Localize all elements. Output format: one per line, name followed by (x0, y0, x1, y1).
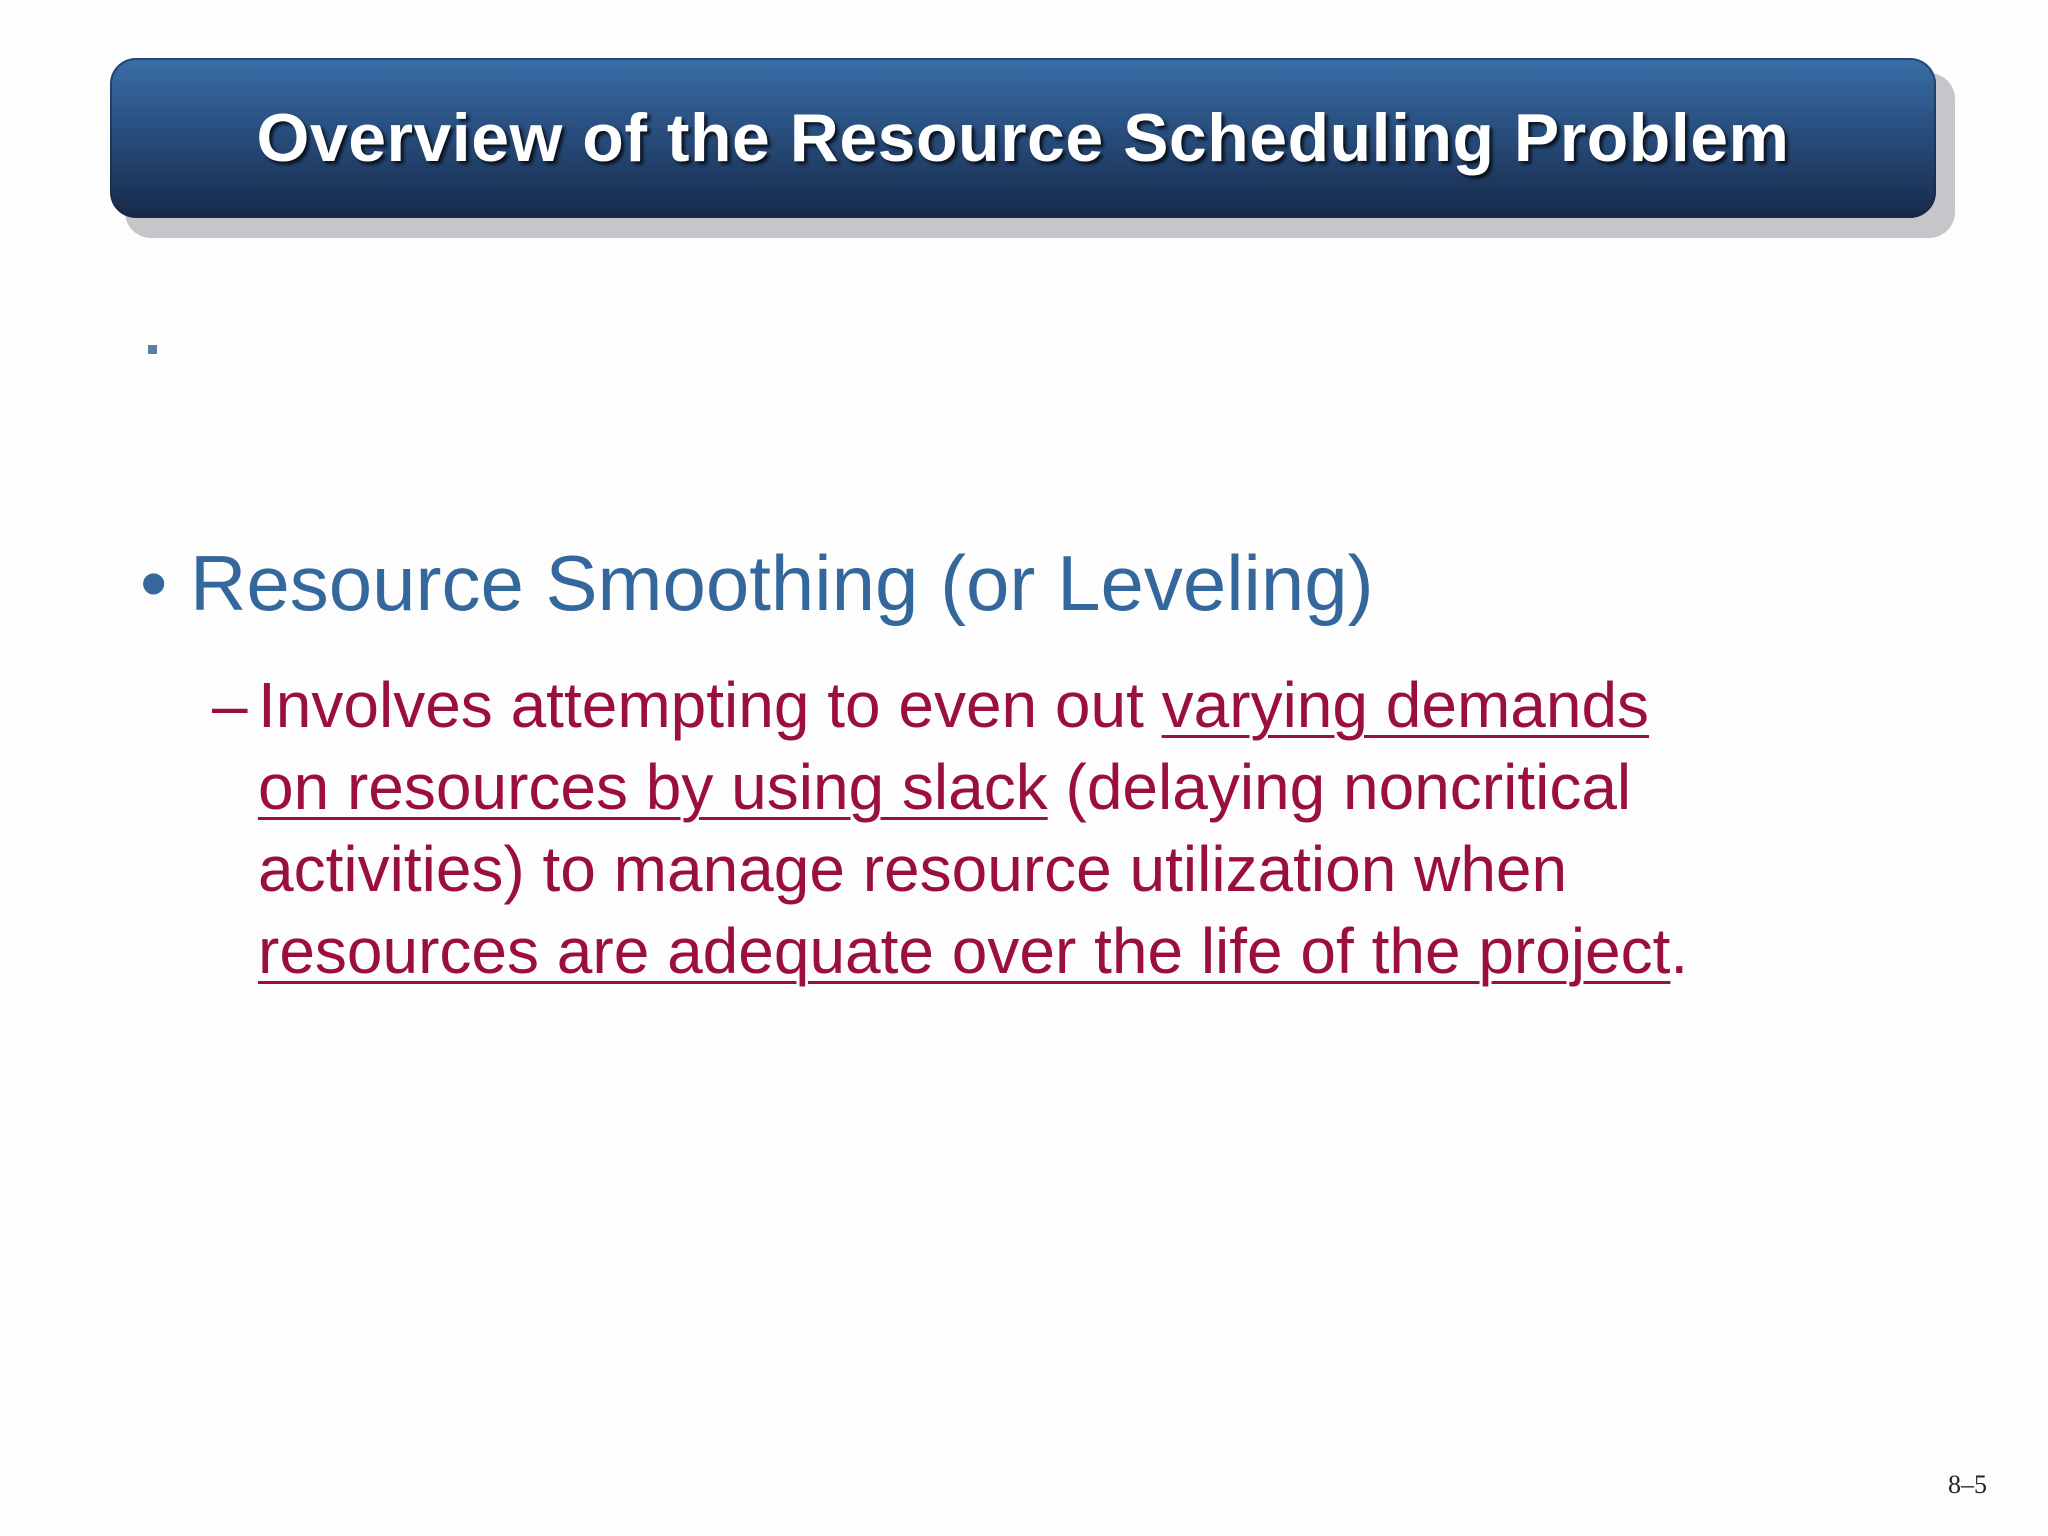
sub-bullet-text-underlined: on resources by using slack (258, 751, 1048, 823)
bullet-item (140, 535, 1374, 631)
sub-bullet (212, 664, 1912, 992)
slide-title: Overview of the Resource Scheduling Problem (256, 100, 1790, 176)
sub-bullet-dash: – (212, 669, 248, 741)
sub-bullet-text-plain: Involves attempting to even out (258, 669, 1162, 741)
title-bar (110, 58, 1936, 218)
sub-bullet-text-plain: (delaying noncritical (1047, 751, 1632, 823)
sub-bullet-text-underlined: varying demands (1161, 669, 1650, 741)
bullet-text: Resource Smoothing (or Leveling) (190, 539, 1374, 627)
page-number: 8–5 (1948, 1470, 1987, 1499)
sub-bullet-line-4 (212, 910, 1912, 992)
sub-bullet-text-underlined: resources are adequate over the life of the project (258, 915, 1671, 987)
sub-bullet-line-1 (212, 664, 1912, 746)
sub-bullet-line-2 (212, 746, 1912, 828)
sub-bullet-line-3 (212, 828, 1912, 910)
stray-mark (148, 345, 157, 354)
bullet-glyph: • (140, 539, 168, 627)
sub-bullet-text-plain: . (1670, 915, 1689, 987)
sub-bullet-text-plain: activities) to manage resource utilization when (258, 833, 1568, 905)
